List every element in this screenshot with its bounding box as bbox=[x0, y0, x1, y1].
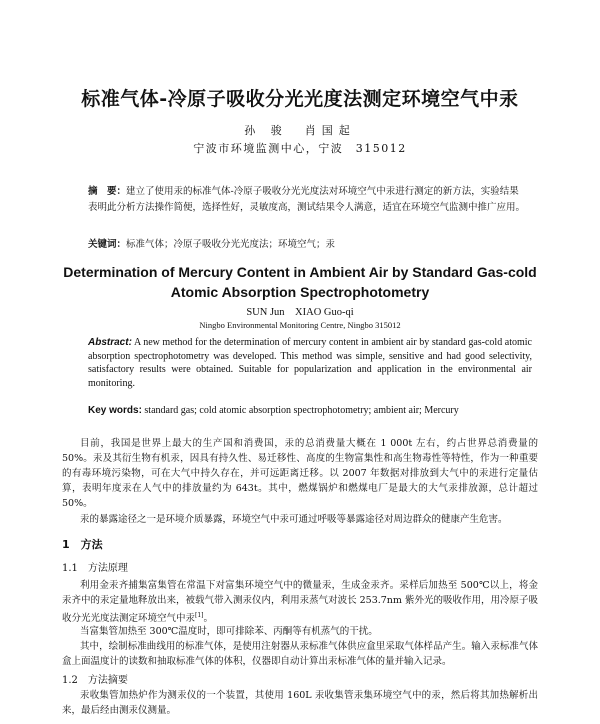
abstract-en bbox=[88, 336, 532, 390]
citation-ref: [1] bbox=[195, 612, 204, 619]
subsection-heading-principle: 1.1 方法原理 bbox=[62, 563, 128, 574]
body-paragraph-4: 当富集管加热至 300℃温度时，即可排除苯、丙酮等有机蒸气的干扰。 bbox=[80, 626, 378, 637]
authors-cn: 孙 骏 肖国起 bbox=[244, 124, 356, 137]
keywords-cn-text: 标准气体；冷原子吸收分光光度法；环境空气；汞 bbox=[126, 239, 336, 250]
body-paragraph-5: 其中，绘制标准曲线用的标准气体，是使用注射器从汞标准气体供应盒里采取气体样品产生。输入汞标准气体盒上面温度计的读数和抽取标准气体的体积，仪器即自动计算出汞标准气体的量并输入记录。 bbox=[62, 641, 538, 667]
affiliation-cn: 宁波市环境监测中心，宁波 315012 bbox=[193, 142, 407, 155]
abstract-cn bbox=[88, 184, 528, 216]
section-heading-methods: 1 方法 bbox=[62, 538, 103, 551]
abstract-cn-text: 建立了使用汞的标准气体-冷原子吸收分光光度法对环境空气中汞进行测定的新方法，实验结果表明此分析方法操作简便，选择性好，灵敏度高，测试结果令人满意，适宜在环境空气监测中推广应用。 bbox=[88, 186, 526, 213]
keywords-en bbox=[88, 405, 532, 416]
paper-title-cn: 标准气体-冷原子吸收分光光度法测定环境空气中汞 bbox=[81, 88, 519, 110]
keywords-en-label: Key words: bbox=[88, 405, 142, 416]
subsection-heading-summary: 1.2 方法摘要 bbox=[62, 675, 128, 686]
abstract-cn-label: 摘 要： bbox=[88, 186, 127, 197]
paper-title-en: Determination of Mercury Content in Ambient Air by Standard Gas-cold Atomic Absorption Spectrophotometry bbox=[63, 264, 537, 300]
abstract-en-text: A new method for the determination of mercury content in ambient air by standard gas-cold atomic absorption spectrophotometry was developed. This method was simple, sensitive and had good selectivity, satisfactory results were obtained. Suitable for popularization and application in the environmental air monitoring. bbox=[88, 337, 532, 389]
paragraph-3-text: 利用金汞齐捕集富集管在常温下对富集环境空气中的微量汞，生成金汞齐。采样后加热至 500℃以上，将金汞齐中的汞定量地释放出来，被载气带入测汞仪内，利用汞蒸气对波长 253.7nm 紫外光的吸收作用，用冷原子吸收分光光度法测定环境空气中汞 bbox=[62, 580, 538, 625]
keywords-cn bbox=[88, 236, 528, 250]
body-paragraph-3 bbox=[62, 578, 538, 626]
authors-en: SUN Jun XIAO Guo-qi bbox=[246, 307, 354, 318]
affiliation-en: Ningbo Environmental Monitoring Centre, Ningbo 315012 bbox=[199, 320, 401, 330]
keywords-cn-label: 关键词： bbox=[88, 239, 127, 250]
body-paragraph-6: 汞收集管加热炉作为测汞仪的一个装置，其使用 160L 汞收集管汞集环境空气中的汞，然后将其加热解析出来，最后经由测汞仪测量。 bbox=[62, 690, 538, 716]
paragraph-3-end: 。 bbox=[203, 613, 214, 625]
keywords-en-text: standard gas; cold atomic absorption spectrophotometry; ambient air; Mercury bbox=[144, 405, 459, 416]
body-paragraph-2: 汞的暴露途径之一是环境介质暴露，环境空气中汞可通过呼吸等暴露途径对周边群众的健康产生危害。 bbox=[80, 514, 508, 525]
body-paragraph-1: 目前，我国是世界上最大的生产国和消费国，汞的总消费量大概在 1 000t 左右，约占世界总消费量的 50%。汞及其衍生物有机汞，因具有持久性、易迁移性、高度的生物富集性和高生物毒性等特性，作为一种重要的有毒环境污染物，可在大气中持久存在，并可远距离迁移。以 2007 年数据对排放到大气中的汞进行定量估算，表明年度汞在人气中的排放量约为 643t。其中，燃煤锅炉和燃煤电厂是最大的大气汞排放源，总计超过 50%。 bbox=[62, 438, 538, 509]
abstract-en-label: Abstract: bbox=[88, 337, 132, 348]
